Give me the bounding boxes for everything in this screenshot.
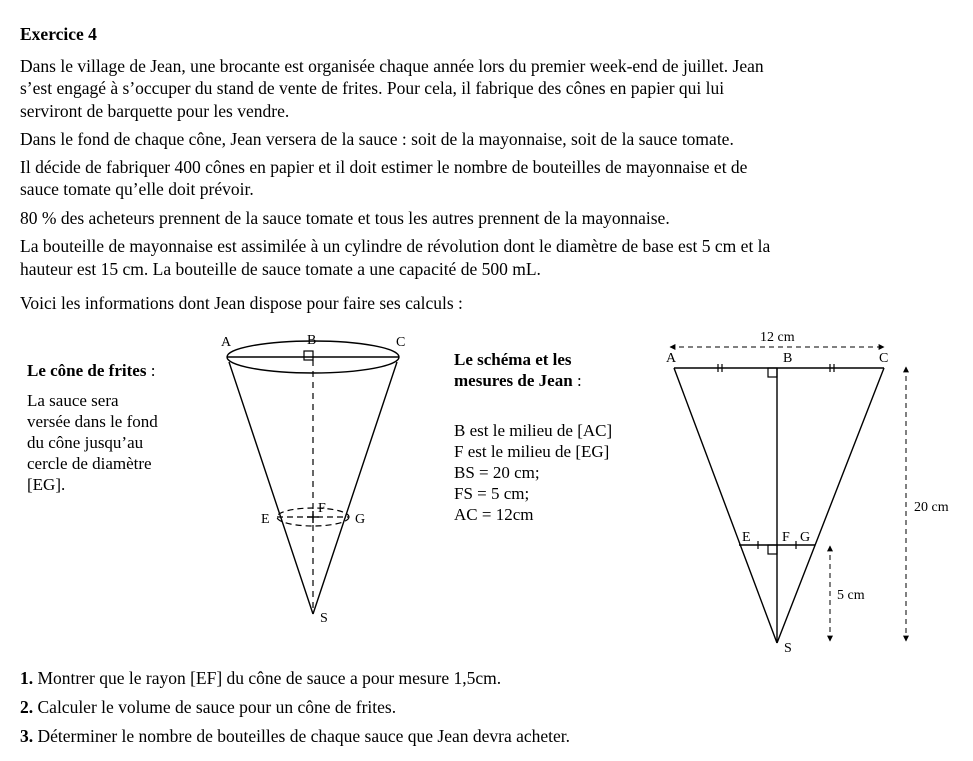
schema-caption-title-2: mesures de Jean bbox=[454, 371, 573, 390]
cone-side-right bbox=[313, 362, 397, 614]
label-s: S bbox=[784, 641, 792, 656]
question-1-number: 1. bbox=[20, 668, 34, 688]
bottle-line-2: hauteur est 15 cm. La bouteille de sauce tomate a une capacité de 500 mL. bbox=[20, 259, 541, 279]
intro-line-3: serviront de barquette pour les vendre. bbox=[20, 101, 290, 121]
intro-line-2: s’est engagé à s’occuper du stand de vente de frites. Pour cela, il fabrique des cônes en papier qui lui bbox=[20, 78, 725, 98]
question-2-text: Calculer le volume de sauce pour un cône de frites. bbox=[33, 697, 397, 717]
schema-caption-line: F est le milieu de [EG] bbox=[454, 442, 610, 461]
cone-caption-line: [EG]. bbox=[27, 475, 66, 494]
label-c: C bbox=[879, 351, 889, 366]
cone-caption-line: La sauce sera bbox=[27, 391, 119, 410]
cone-side-left bbox=[229, 362, 313, 614]
schema-side-as bbox=[674, 368, 777, 643]
cone-caption-title: Le cône de frites bbox=[27, 361, 147, 380]
label-g: G bbox=[355, 512, 366, 527]
question-2-number: 2. bbox=[20, 697, 34, 717]
bottle-line-1: La bouteille de mayonnaise est assimilée à un cylindre de révolution dont le diamètre de base est 5 cm et la bbox=[20, 236, 771, 256]
cone-caption-colon: : bbox=[146, 361, 156, 380]
label-e: E bbox=[261, 512, 270, 527]
cone-caption-line: versée dans le fond bbox=[27, 412, 158, 431]
schema-caption-colon: : bbox=[572, 371, 582, 390]
cone-caption bbox=[27, 360, 158, 495]
cone-caption-line: du cône jusqu’au bbox=[27, 433, 144, 452]
label-e: E bbox=[742, 530, 751, 545]
cone-caption-line: cercle de diamètre bbox=[27, 454, 152, 473]
dim-ac-label: 12 cm bbox=[760, 330, 795, 345]
intro-line-4: Dans le fond de chaque cône, Jean versera de la sauce : soit de la mayonnaise, soit de la sauce tomate. bbox=[20, 129, 734, 149]
intro-line-1: Dans le village de Jean, une brocante est organisée chaque année lors du premier week-end de juillet. Jean bbox=[20, 56, 764, 76]
schema-caption-title-1: Le schéma et les bbox=[454, 350, 572, 369]
label-a: A bbox=[221, 335, 232, 350]
question-2 bbox=[20, 697, 396, 718]
question-3-text: Déterminer le nombre de bouteilles de chaque sauce que Jean devra acheter. bbox=[33, 726, 571, 746]
question-1-text: Montrer que le rayon [EF] du cône de sauce a pour mesure 1,5cm. bbox=[33, 668, 502, 688]
label-b: B bbox=[307, 333, 317, 348]
right-angle-b bbox=[304, 351, 313, 360]
cone-figure bbox=[215, 325, 415, 630]
label-a: A bbox=[666, 351, 677, 366]
schema-caption-line: AC = 12cm bbox=[454, 505, 534, 524]
schema-figure bbox=[660, 325, 973, 660]
label-g: G bbox=[800, 530, 811, 545]
label-c: C bbox=[396, 335, 406, 350]
schema-caption bbox=[454, 349, 612, 525]
intro-line-6: sauce tomate qu’elle doit prévoir. bbox=[20, 179, 254, 199]
question-1 bbox=[20, 668, 501, 689]
right-angle-b bbox=[768, 368, 777, 377]
question-3 bbox=[20, 726, 570, 747]
voici-paragraph: Voici les informations dont Jean dispose pour faire ses calculs : bbox=[20, 293, 463, 313]
label-f: F bbox=[782, 530, 790, 545]
right-angle-f bbox=[768, 545, 777, 554]
label-b: B bbox=[783, 351, 793, 366]
schema-caption-line: FS = 5 cm; bbox=[454, 484, 530, 503]
schema-caption-line: BS = 20 cm; bbox=[454, 463, 540, 482]
schema-caption-line: B est le milieu de [AC] bbox=[454, 421, 613, 440]
intro-line-5: Il décide de fabriquer 400 cônes en papier et il doit estimer le nombre de bouteilles de mayonnaise et de bbox=[20, 157, 748, 177]
label-f: F bbox=[318, 501, 326, 516]
question-3-number: 3. bbox=[20, 726, 34, 746]
percent-paragraph: 80 % des acheteurs prennent de la sauce tomate et tous les autres prennent de la mayonnaise. bbox=[20, 208, 670, 228]
dim-bs-label: 20 cm bbox=[914, 500, 949, 515]
dim-fs-label: 5 cm bbox=[837, 588, 865, 603]
exercise-title: Exercice 4 bbox=[20, 24, 97, 44]
label-s: S bbox=[320, 611, 328, 626]
